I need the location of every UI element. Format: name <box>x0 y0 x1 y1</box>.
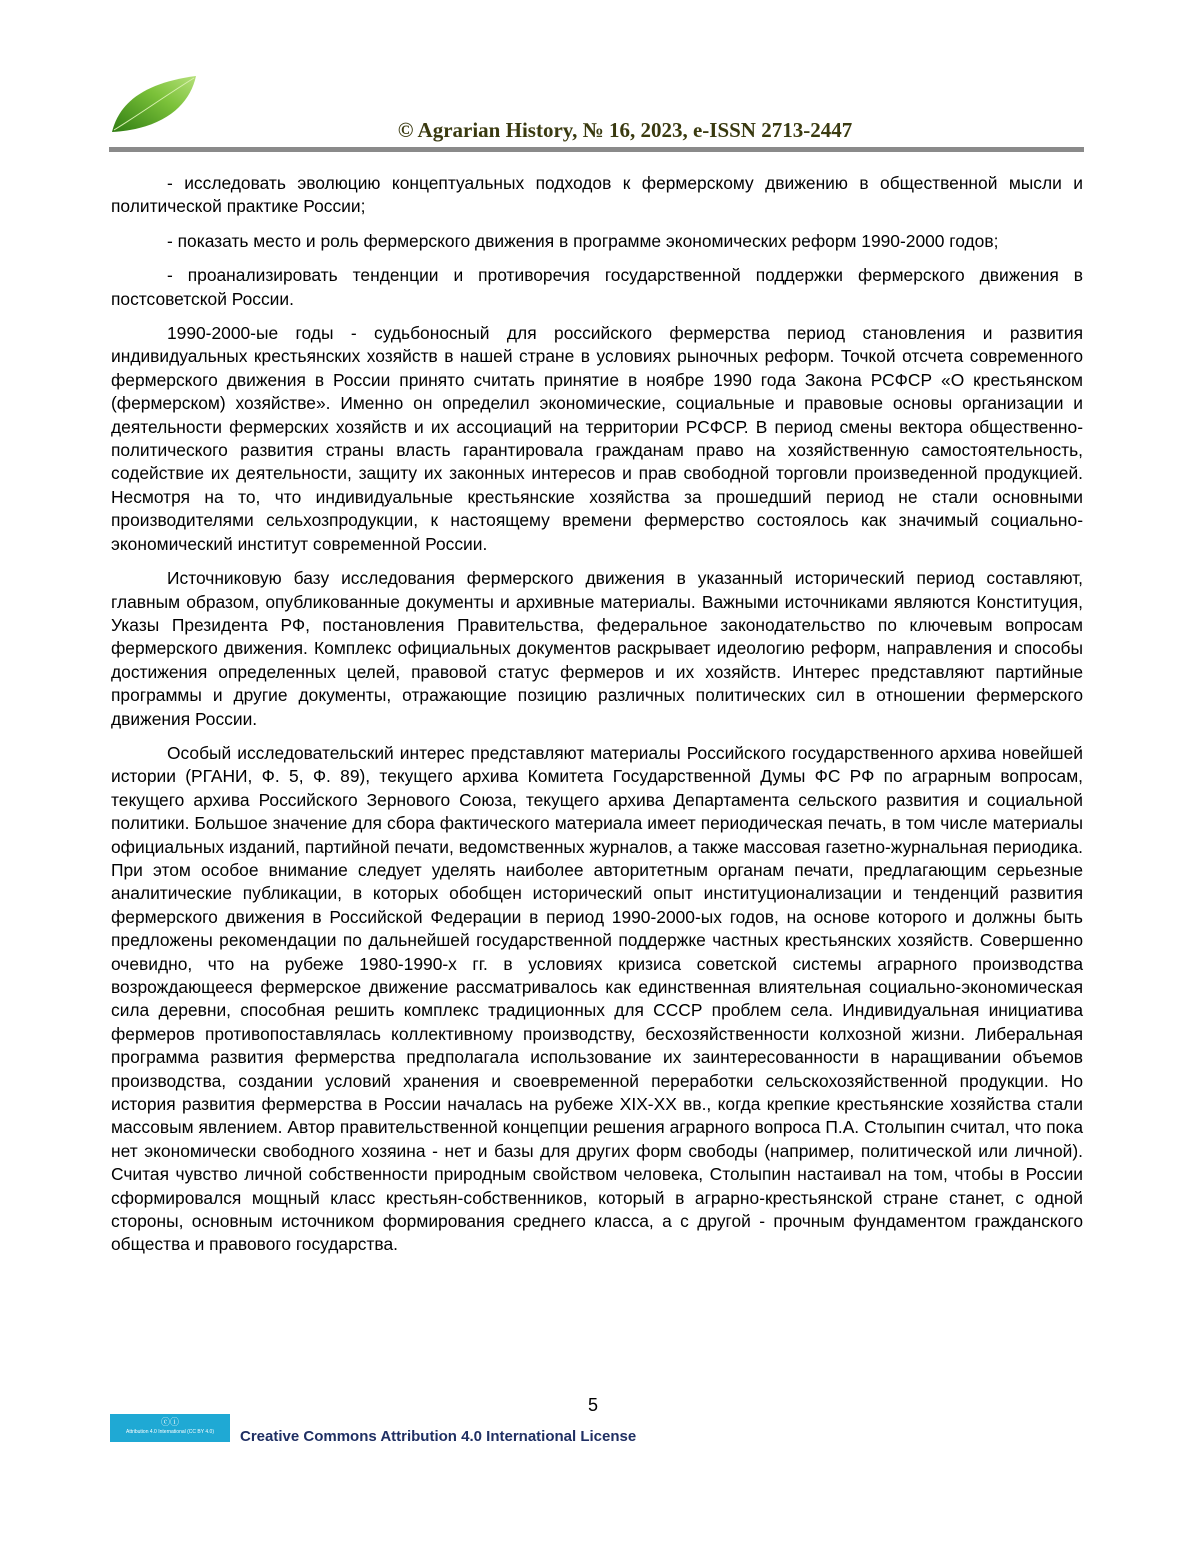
cc-icon: ⓒⓘ <box>160 1417 179 1427</box>
document-body <box>111 172 1083 1268</box>
leaf-logo-icon <box>110 74 200 134</box>
header-divider <box>109 147 1084 152</box>
paragraph: - показать место и роль фермерского движения в программе экономических реформ 1990-2000 годов; <box>167 230 999 251</box>
page-number: 5 <box>588 1395 599 1415</box>
paragraph: - исследовать эволюцию концептуальных подходов к фермерскому движению в общественной мысли и политической практике России; <box>111 173 1083 217</box>
license-link[interactable]: Creative Commons Attribution 4.0 International License <box>240 1428 637 1445</box>
paragraph: Особый исследовательский интерес представляют материалы Российского государственного архива новейшей истории (РГАНИ, Ф. 5, Ф. 89), текущего архива Комитета Государственной Думы ФС РФ по аграрным вопросам, текущего архива Российского Зернового Союза, текущего архива Департамента сельского развития и социальной политики. Большое значение для сбора фактического материала имеет периодическая печать, в том числе материалы официальных изданий, партийной печати, ведомственных журналов, а также массовая газетно-журнальная периодика. При этом особое внимание следует уделять наиболее авторитетным органам печати, предлагающим серьезные аналитические публикации, в которых обобщен исторический опыт институционализации и тенденций развития фермерского движения в Российской Федерации в период 1990-2000-ых годов, на основе которого и должны быть предложены рекомендации по дальнейшей государственной поддержке частных крестьянских хозяйств. Совершенно очевидно, что на рубеже 1980-1990-х гг. в условиях кризиса советской системы аграрного производства возрождающееся фермерское движение рассматривалось как единственная влиятельная социально-экономическая сила деревни, способная решить комплекс традиционных для СССР проблем села. Индивидуальная инициатива фермеров противопоставлялась коллективному производству, бесхозяйственности колхозной жизни. Либеральная программа развития фермерства предполагала использование их заинтересованности в наращивании объемов производства, создании условий хранения и своевременной переработки сельскохозяйственной продукции. Но история развития фермерства в России началась на рубеже XIX-XX вв., когда крепкие крестьянские хозяйства стали массовым явлением. Автор правительственной концепции решения аграрного вопроса П.А. Столыпин считал, что пока нет экономически свободного хозяина - нет и базы для других форм свободы (например, политической или личной). Считая чувство личной собственности природным свойством человека, Столыпин настаивал на том, чтобы в России сформировался мощный класс крестьян-собственников, который в аграрно-крестьянской стране станет, с одной стороны, основным источником формирования среднего класса, а с другой - прочным фундаментом гражданского общества и правового государства. <box>111 742 1083 1255</box>
cc-license-badge[interactable] <box>110 1414 230 1442</box>
paragraph: Источниковую базу исследования фермерского движения в указанный исторический период составляют, главным образом, опубликованные документы и архивные материалы. Важными источниками являются Конституция, Указы Президента РФ, постановления Правительства, федеральное законодательство по ключевым вопросам фермерского движения. Комплекс официальных документов раскрывает идеологию реформ, направления и способы достижения определенных целей, правовой статус фермеров и их хозяйств. Интерес представляют партийные программы и другие документы, отражающие позицию различных политических сил в отношении фермерского движения России. <box>111 568 1083 729</box>
paragraph: - проанализировать тенденции и противоречия государственной поддержки фермерского движения в постсоветской России. <box>111 265 1083 309</box>
paragraph: 1990-2000-ые годы - судьбоносный для российского фермерства период становления и развития индивидуальных крестьянских хозяйств в нашей стране в условиях рыночных реформ. Точкой отсчета современного фермерского движения в России принято считать принятие в ноябре 1990 года Закона РСФСР «О крестьянском (фермерском) хозяйстве». Именно он определил экономические, социальные и правовые основы организации и деятельности фермерских хозяйств и их ассоциаций на территории РСФСР. В период смены вектора общественно-политического развития страны власть гарантировала гражданам право на хозяйственную самостоятельность, содействие их деятельности, защиту их законных интересов и прав свободной торговли произведенной продукцией. Несмотря на то, что индивидуальные крестьянские хозяйства за прошедший период не стали основными производителями сельхозпродукции, к настоящему времени фермерство состоялось как значимый социально-экономический институт современной России. <box>111 323 1083 554</box>
cc-badge-text: Attribution 4.0 International (CC BY 4.0) <box>125 1429 214 1435</box>
journal-header: © Agrarian History, № 16, 2023, e-ISSN 2713-2447 <box>397 118 853 142</box>
